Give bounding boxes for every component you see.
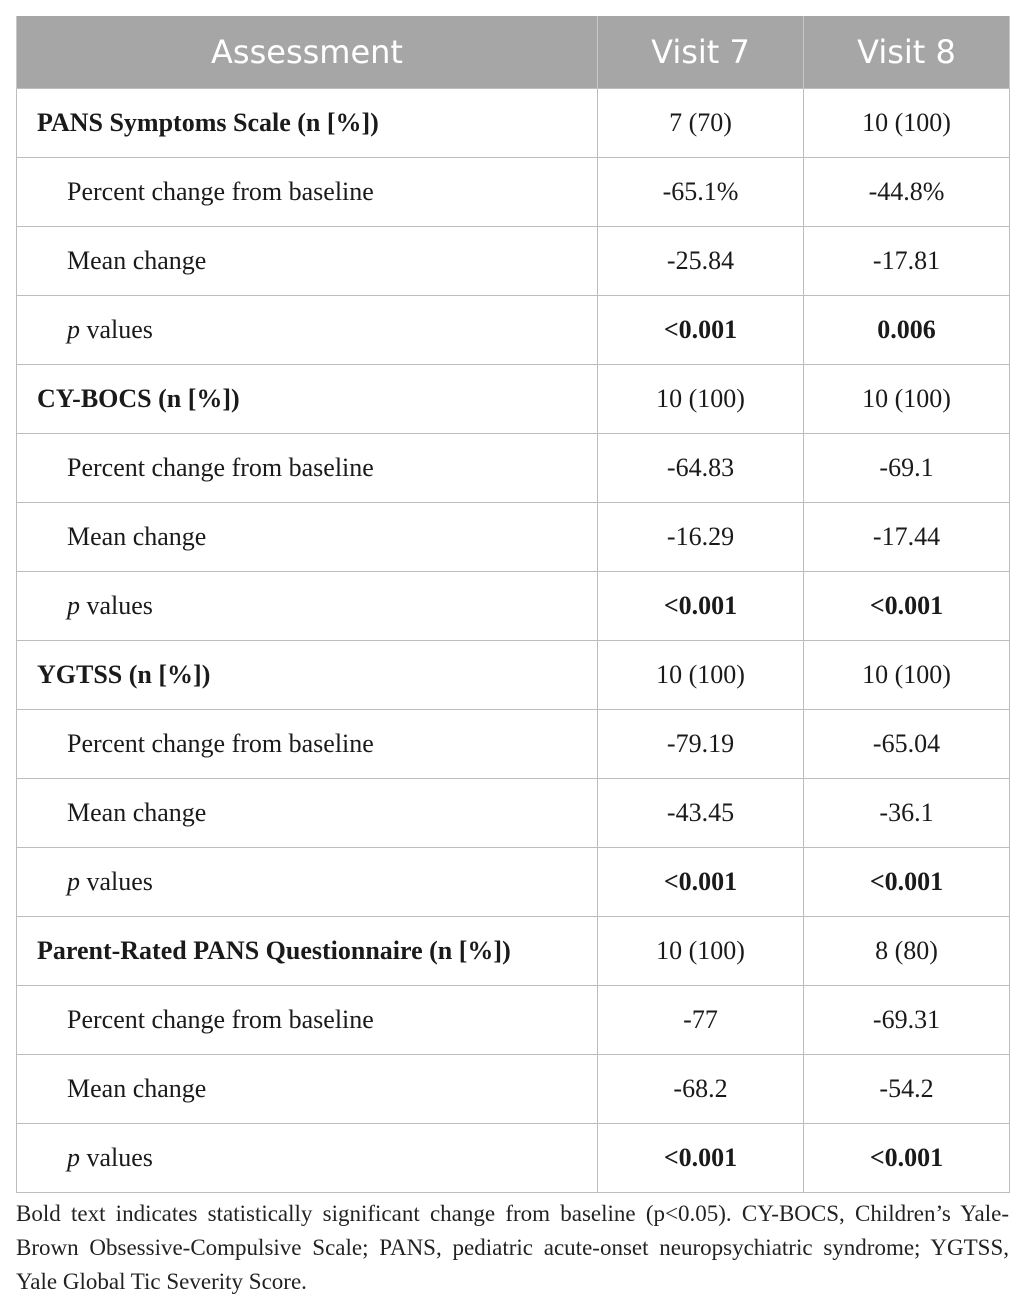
table-row <box>17 986 1010 1055</box>
table-row <box>17 89 1010 158</box>
visit-8-cell: <0.001 <box>804 848 1010 917</box>
visit-7-cell: -25.84 <box>598 227 804 296</box>
group-label: YGTSS (n [%]) <box>17 641 598 710</box>
header-row <box>17 16 1010 89</box>
visit-7-cell: 7 (70) <box>598 89 804 158</box>
table-row <box>17 572 1010 641</box>
group-label: Parent-Rated PANS Questionnaire (n [%]) <box>17 917 598 986</box>
p-symbol: p <box>67 315 80 344</box>
metric-label: Mean change <box>17 503 598 572</box>
p-symbol: p <box>67 1143 80 1172</box>
table-row <box>17 779 1010 848</box>
metric-label: Mean change <box>17 779 598 848</box>
group-label: CY-BOCS (n [%]) <box>17 365 598 434</box>
visit-8-cell: 8 (80) <box>804 917 1010 986</box>
visit-7-cell: <0.001 <box>598 848 804 917</box>
metric-label <box>17 572 598 641</box>
visit-8-cell: -17.81 <box>804 227 1010 296</box>
visit-7-cell: -65.1% <box>598 158 804 227</box>
table-row <box>17 503 1010 572</box>
table-header <box>17 16 1010 89</box>
p-values-text: values <box>80 591 153 620</box>
visit-7-cell: -68.2 <box>598 1055 804 1124</box>
table-row <box>17 296 1010 365</box>
visit-8-cell: -54.2 <box>804 1055 1010 1124</box>
table-row <box>17 710 1010 779</box>
visit-8-cell: -36.1 <box>804 779 1010 848</box>
results-table-container <box>16 16 1009 1193</box>
table-row <box>17 434 1010 503</box>
visit-7-cell: -16.29 <box>598 503 804 572</box>
visit-8-cell: 10 (100) <box>804 89 1010 158</box>
metric-label: Percent change from baseline <box>17 710 598 779</box>
metric-label <box>17 1124 598 1193</box>
table-row <box>17 158 1010 227</box>
visit-8-cell: -69.1 <box>804 434 1010 503</box>
visit-8-cell: 0.006 <box>804 296 1010 365</box>
metric-label: Mean change <box>17 227 598 296</box>
visit-7-cell: <0.001 <box>598 1124 804 1193</box>
table-body <box>17 89 1010 1193</box>
visit-7-cell: <0.001 <box>598 296 804 365</box>
visit-8-cell: -17.44 <box>804 503 1010 572</box>
table-row <box>17 917 1010 986</box>
header-assessment: Assessment <box>17 16 598 89</box>
header-visit-7: Visit 7 <box>598 16 804 89</box>
table-row <box>17 641 1010 710</box>
header-visit-8: Visit 8 <box>804 16 1010 89</box>
table-row <box>17 227 1010 296</box>
p-symbol: p <box>67 867 80 896</box>
table-row <box>17 365 1010 434</box>
visit-7-cell: -77 <box>598 986 804 1055</box>
table-footnote: Bold text indicates statistically significant change from baseline (p<0.05). CY-BOCS, Children’s Yale-Brown Obsessive-Compulsive Scale; PANS, pediatric acute-onset neuropsychiatric syndrome; YGTSS, Yale Global Tic Severity Score. <box>16 1201 1009 1294</box>
visit-7-cell: 10 (100) <box>598 917 804 986</box>
visit-8-cell: -69.31 <box>804 986 1010 1055</box>
visit-7-cell: 10 (100) <box>598 365 804 434</box>
metric-label: Percent change from baseline <box>17 986 598 1055</box>
visit-8-cell: 10 (100) <box>804 365 1010 434</box>
visit-8-cell: <0.001 <box>804 1124 1010 1193</box>
visit-7-cell: -64.83 <box>598 434 804 503</box>
results-table <box>16 16 1010 1193</box>
table-row <box>17 1124 1010 1193</box>
visit-7-cell: <0.001 <box>598 572 804 641</box>
visit-7-cell: 10 (100) <box>598 641 804 710</box>
metric-label: Percent change from baseline <box>17 158 598 227</box>
table-row <box>17 848 1010 917</box>
visit-8-cell: -44.8% <box>804 158 1010 227</box>
visit-8-cell: <0.001 <box>804 572 1010 641</box>
visit-7-cell: -43.45 <box>598 779 804 848</box>
metric-label <box>17 296 598 365</box>
metric-label: Percent change from baseline <box>17 434 598 503</box>
p-symbol: p <box>67 591 80 620</box>
metric-label <box>17 848 598 917</box>
table-row <box>17 1055 1010 1124</box>
metric-label: Mean change <box>17 1055 598 1124</box>
visit-8-cell: -65.04 <box>804 710 1010 779</box>
p-values-text: values <box>80 315 153 344</box>
visit-7-cell: -79.19 <box>598 710 804 779</box>
group-label: PANS Symptoms Scale (n [%]) <box>17 89 598 158</box>
p-values-text: values <box>80 867 153 896</box>
p-values-text: values <box>80 1143 153 1172</box>
visit-8-cell: 10 (100) <box>804 641 1010 710</box>
